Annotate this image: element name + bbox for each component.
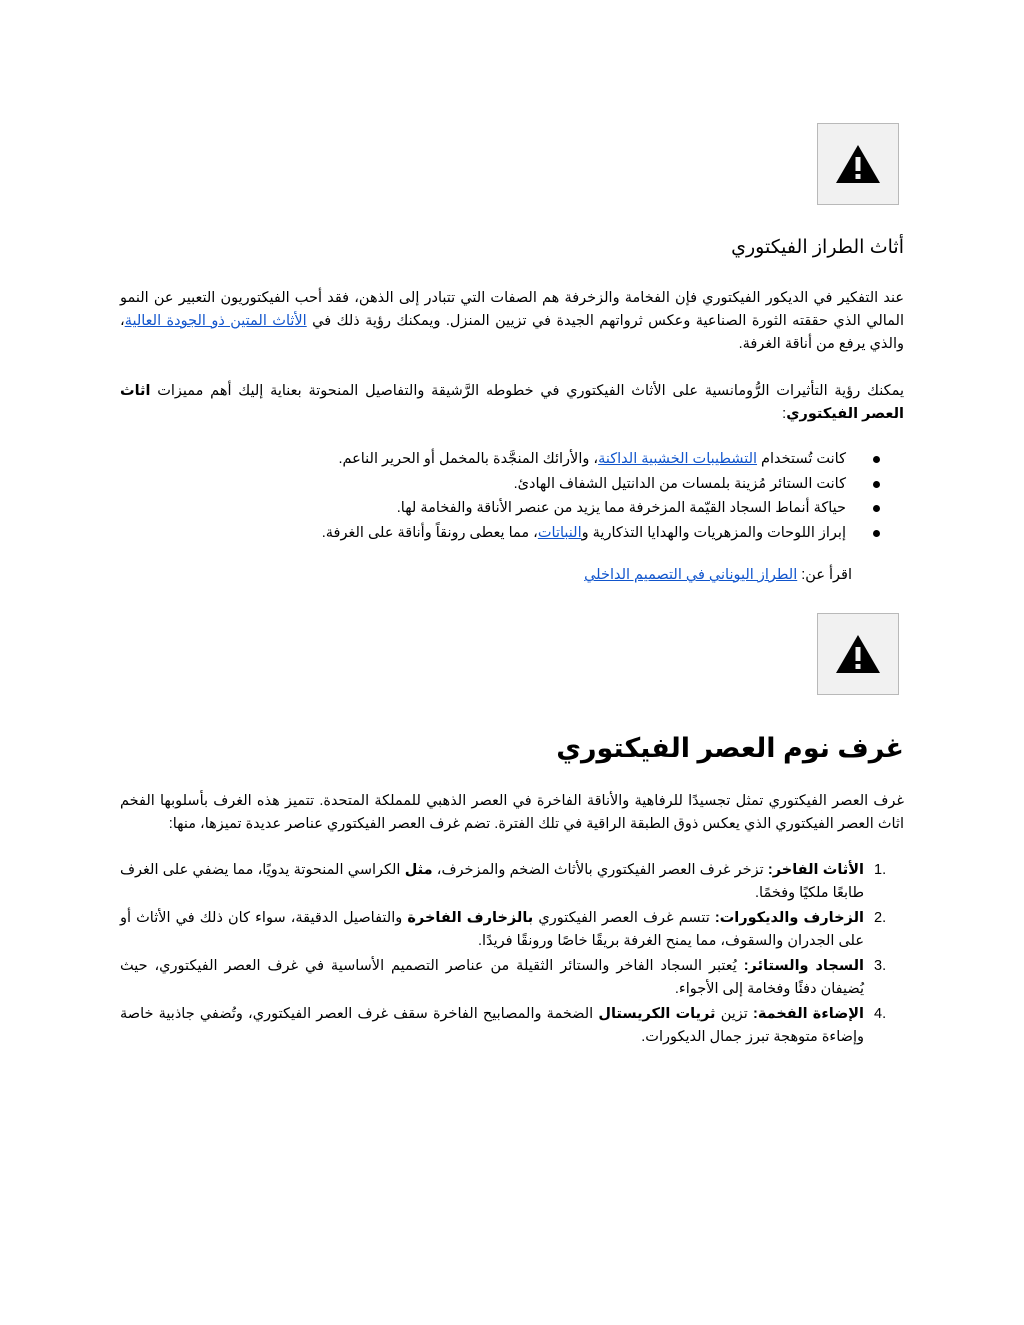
read-more-label: اقرأ عن: <box>797 567 852 583</box>
bedrooms-intro-text: غرف العصر الفيكتوري تمثل تجسيدًا للرفاهية والأناقة الفاخرة في العصر الذهبي للمملكة المتحدة. تتميز هذه الغرف بأسلوبها الفخم اثاث العصر الفيكتوري الذي يعكس ذوق الطبقة الراقية في تلك الفترة. تضم غرف العصر الفيكتوري عناصر عديدة تميزها، منها: <box>120 793 904 832</box>
list-number: 2. <box>874 910 887 926</box>
list-item-text: كانت الستائر مُزينة بلمسات من الدانتيل الشفاف الهادئ. <box>513 475 846 492</box>
list-item-text: الكراسي المنحوتة يدويًا، مما يضفي على الغرف طابعًا ملكيًا وفخمًا. <box>120 862 864 901</box>
features-list <box>120 447 904 545</box>
list-item <box>120 447 846 472</box>
image-placeholder-1 <box>817 123 899 205</box>
bedrooms-elements-list <box>120 859 904 1051</box>
list-item-text: ، والأرائك المنجَّدة بالمخمل أو الحرير الناعم. <box>338 451 599 467</box>
features-paragraph <box>120 380 904 426</box>
list-item-text: الضخمة والمصابيح الفاخرة سقف غرف العصر الفيكتوري، وتُضفي جاذبية خاصة وإضاءة متوهجة تبرز جمال الديكورات. <box>120 1006 864 1045</box>
list-item-text: تزخر غرف العصر الفيكتوري بالأثاث الضخم والمزخرف، <box>432 862 768 878</box>
list-number: 1. <box>874 862 887 878</box>
list-item <box>120 955 887 1001</box>
link-greek-style[interactable]: الطراز اليوناني في التصميم الداخلي <box>584 567 798 583</box>
read-more <box>120 564 904 586</box>
link-quality-furniture[interactable]: الأثاث المتين ذو الجودة العالية <box>124 313 307 329</box>
warning-icon <box>834 633 882 675</box>
list-item-emphasis: بالزخارف الفاخرة <box>407 910 534 926</box>
list-item <box>120 907 887 953</box>
list-item-text: إبراز اللوحات والمزهريات والهدايا التذكارية و <box>581 524 846 541</box>
list-item-text: يُعتبر السجاد الفاخر والستائر الثقيلة من عناصر التصميم الأساسية في غرف العصر الفيكتوري، حيث يُضيفان دفئًا وفخامة إلى الأجواء. <box>120 958 864 997</box>
list-item-heading: الأثاث الفاخر: <box>767 862 864 878</box>
list-item <box>120 496 846 521</box>
list-item <box>120 521 846 546</box>
list-item-heading: الزخارف والديكورات: <box>714 910 864 926</box>
list-item-text: حياكة أنماط السجاد القيّمة المزخرفة مما يزيد من عنصر الأناقة والفخامة لها. <box>396 500 846 516</box>
features-bold: اثاث العصر الفيكتوري <box>120 383 904 422</box>
list-item-text: والتفاصيل الدقيقة، سواء كان ذلك في الأثاث أو على الجدران والسقوف، مما يمنح الغرفة بريقًا خاصًا ورونقًا فريدًا. <box>120 910 864 949</box>
list-item-heading: السجاد والستائر: <box>743 958 864 974</box>
list-item <box>120 472 846 497</box>
list-item-text: تزين <box>715 1006 753 1022</box>
bedrooms-intro-paragraph <box>120 790 904 836</box>
intro-tail: ، والذي يرفع من أناقة الغرفة. <box>120 313 904 352</box>
link-plants[interactable]: النباتات <box>537 524 582 541</box>
warning-icon <box>834 143 882 185</box>
list-item-emphasis: مثل <box>404 862 433 878</box>
list-item <box>120 859 887 905</box>
list-item-emphasis: ثريات الكريستال <box>598 1006 716 1022</box>
section-title-victorian-bedrooms: غرف نوم العصر الفيكتوري <box>556 733 904 763</box>
list-item <box>120 1003 887 1049</box>
link-dark-wood-finishes[interactable]: التشطيبات الخشبية الداكنة <box>598 451 758 467</box>
list-item-text: ، مما يعطى رونقاً وأناقة على الغرفة. <box>321 524 538 541</box>
intro-paragraph <box>120 287 904 356</box>
list-number: 4. <box>874 1006 887 1022</box>
image-placeholder-2 <box>817 613 899 695</box>
section-title-victorian-furniture: أثاث الطراز الفيكتوري <box>731 237 904 258</box>
intro-text: عند التفكير في الديكور الفيكتوري فإن الفخامة والزخرفة هم الصفات التي تتبادر إلى الذهن، فقد أحب الفيكتوريون التعبير عن النمو المالي الذي حققته الثورة الصناعية وعكس ثرواتهم الجيدة في تزيين المنزل. ويمكنك رؤية ذلك في <box>120 290 905 329</box>
list-number: 3. <box>874 958 887 974</box>
features-text: يمكنك رؤية التأثيرات الرُّومانسية على الأثاث الفيكتوري في خطوطه الرَّشيقة والتفاصيل المنحوتة بعناية إليك أهم مميزات <box>150 383 904 399</box>
list-item-text: كانت تُستخدام <box>757 451 846 467</box>
features-tail: : <box>782 406 787 422</box>
list-item-heading: الإضاءة الفخمة: <box>752 1006 865 1022</box>
list-item-text: تتسم غرف العصر الفيكتوري <box>533 910 715 926</box>
